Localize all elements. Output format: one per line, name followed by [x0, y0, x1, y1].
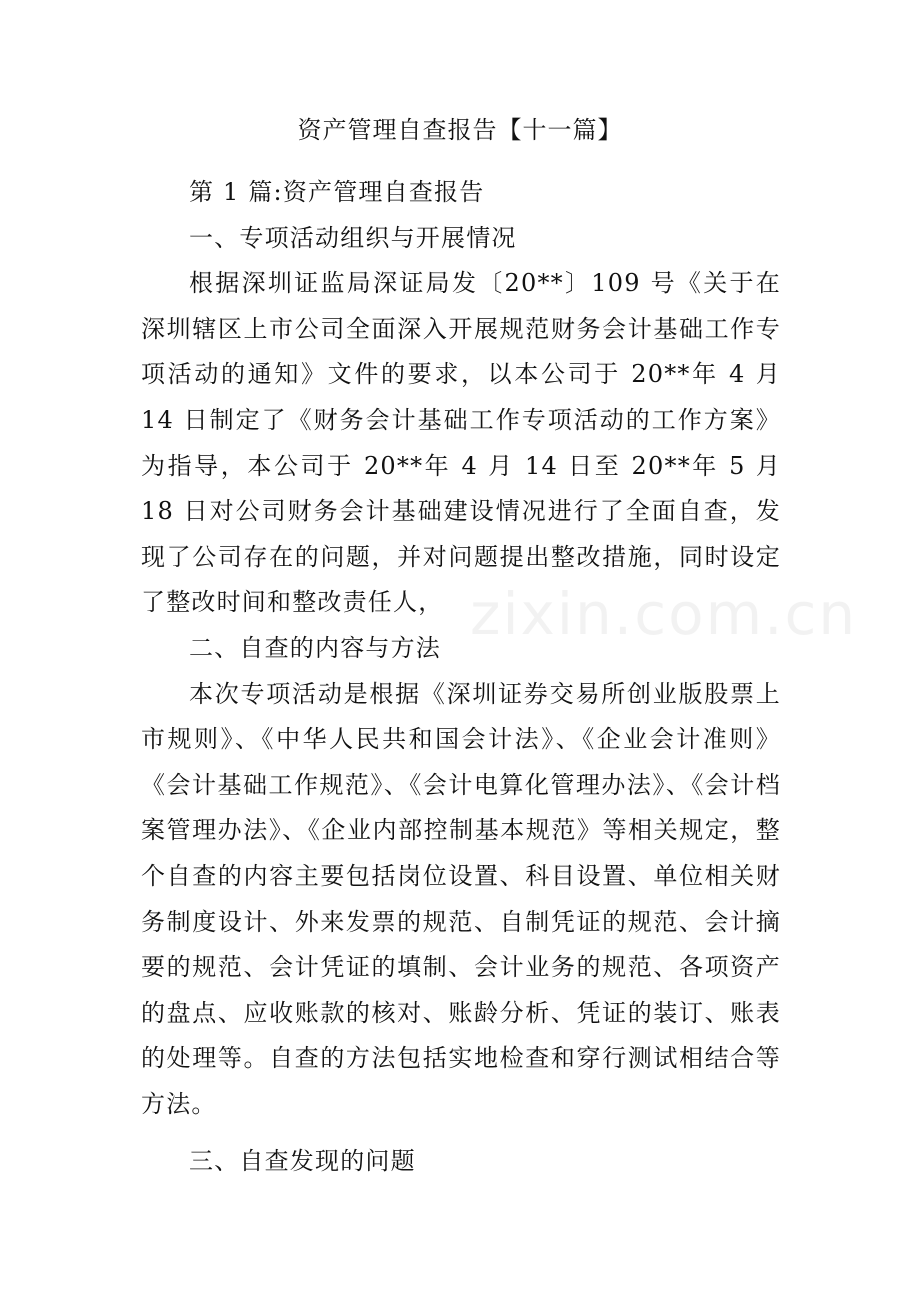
section-heading-1: 一、专项活动组织与开展情况: [189, 223, 517, 252]
section-heading-2: 二、自查的内容与方法: [189, 633, 441, 662]
body-paragraph-1: 根据深圳证监局深证局发〔20**〕109 号《关于在深圳辖区上市公司全面深入开展规范财务会计基础工作专项活动的通知》文件的要求，以本公司于 20**年 4 月 14 日制定了《财务会计基础工作专项活动的工作方案》为指导，本公司于 20**年 4 月 14 日至 20**年 5 月 18 日对公司财务会计基础建设情况进行了全面自查，发现了公司存在的问题，并对问题提出整改措施，同时设定了整改时间和整改责任人，: [141, 269, 781, 617]
watermark: zixin.com.cn: [470, 580, 858, 648]
body-paragraph-2: 本次专项活动是根据《深圳证券交易所创业版股票上市规则》、《中华人民共和国会计法》、《企业会计准则》《会计基础工作规范》、《会计电算化管理办法》、《会计档案管理办法》、《企业内部控制基本规范》等相关规定，整个自查的内容主要包括岗位设置、科目设置、单位相关财务制度设计、外来发票的规范、自制凭证的规范、会计摘要的规范、会计凭证的填制、会计业务的规范、各项资产的盘点、应收账款的核对、账龄分析、凭证的装订、账表的处理等。自查的方法包括实地检查和穿行测试相结合等方法。: [141, 679, 781, 1118]
document-title: 资产管理自查报告【十一篇】: [297, 116, 623, 144]
section-heading-3: 三、自查发现的问题: [189, 1147, 416, 1176]
document-body: [141, 170, 781, 1185]
chapter-heading: 第 1 篇:资产管理自查报告: [189, 178, 485, 206]
